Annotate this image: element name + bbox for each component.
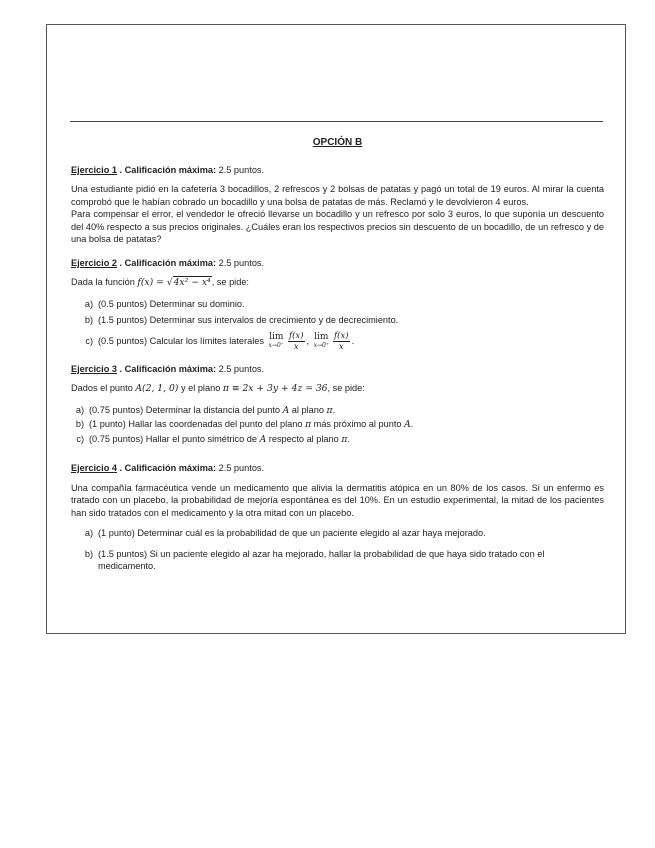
fraction: $\frac{f(x)}{x}$ — [288, 330, 304, 352]
max-score-label: Calificación máxima: — [124, 257, 217, 268]
max-score-label: Calificación máxima: — [124, 363, 217, 374]
max-score-value: 2.5 puntos. — [218, 463, 265, 473]
point-A: A(2, 1, 0) — [135, 383, 179, 394]
exercise-3-name: Ejercicio 3 — [71, 363, 117, 374]
max-score-value: 2.5 puntos. — [218, 363, 265, 374]
list-item: c) (0.75 puntos) Hallar el punto simétrico de A respecto al plano π. — [76, 433, 350, 445]
exercise-1 — [71, 164, 604, 246]
intro-suffix: , se pide: — [211, 277, 249, 287]
exercise-2-heading: Ejercicio 2 . Calificación máxima: 2.5 puntos. — [71, 257, 265, 268]
list-item: b) (1.5 puntos) Determinar sus intervalos de crecimiento y de decrecimiento. — [84, 315, 399, 325]
fraction: $\frac{f(x)}{x}$ — [334, 330, 349, 352]
plane-equation: π ≡ 2x + 3y + 4z = 36 — [222, 383, 328, 394]
exam-content — [71, 137, 604, 577]
exercise-2-items — [71, 298, 604, 352]
max-score-value: 2.5 puntos. — [218, 164, 265, 175]
exercise-4-paragraph: Una compañía farmacéutica vende un medicamento que alivia la dermatitis atópica en un 80% de los casos. Si un enfermo es tratado con un placebo, la probabilidad de mejoría espontánea es del 10%. En un estudio experimental, la mitad de los pacientes han sido tratados con el medicamento y la otra mitad con un placebo. — [71, 482, 604, 518]
list-item: b) (1.5 puntos) Si un paciente elegido al azar ha mejorado, hallar la probabilidad de que haya sido tratado con el medicamento. — [84, 548, 545, 571]
limit-right: lim x→0⁺ — [313, 332, 330, 349]
exercise-4-heading: Ejercicio 4 . Calificación máxima: 2.5 puntos. — [71, 463, 265, 473]
exercise-1-paragraph-2: Para compensar el error, el vendedor le ofreció llevarse un bocadillo y un refresco por solo 3 euros, lo que suponía un descuento del 40% respecto a sus precios originales. ¿Cuáles eran los respectivos precios sin descuento de un bocadillo, de un refresco y de una bolsa de patatas? — [71, 209, 604, 244]
max-score-label: Calificación máxima: — [124, 164, 217, 175]
function-lhs: f(x) = — [137, 277, 167, 288]
list-item: a) (0.5 puntos) Determinar su dominio. — [84, 298, 245, 309]
header-divider — [70, 121, 603, 122]
function-radicand: 4x² − x⁴ — [173, 277, 211, 288]
exercise-4-name: Ejercicio 4 — [71, 463, 117, 473]
exercise-4-items — [71, 527, 604, 573]
exercise-3-items — [71, 404, 604, 447]
exercise-3 — [71, 363, 604, 447]
max-score-label: Calificación máxima: — [124, 463, 217, 473]
list-item: b) (1 punto) Hallar las coordenadas del punto del plano π más próximo al punto A. — [75, 419, 414, 430]
exercise-3-intro: Dados el punto A(2, 1, 0) y el plano π ≡ 2x + 3y + 4z = 36, se pide: — [71, 383, 365, 394]
exercise-2-name: Ejercicio 2 — [71, 257, 117, 268]
exercise-4 — [71, 462, 604, 573]
limit-left: lim x→0⁻ — [268, 332, 284, 349]
exercise-3-heading: Ejercicio 3 . Calificación máxima: 2.5 puntos. — [71, 363, 265, 374]
intro-text: Dada la función — [71, 277, 135, 287]
option-title: OPCIÓN B — [312, 137, 363, 148]
exercise-2-intro: Dada la función f(x) = √4x² − x⁴, se pide: — [71, 277, 249, 288]
exam-page-frame — [46, 24, 626, 634]
list-item: a) (0.75 puntos) Determinar la distancia del punto A al plano π. — [75, 404, 336, 416]
exercise-1-paragraph-1: Una estudiante pidió en la cafetería 3 bocadillos, 2 refrescos y 2 bolsas de patatas y pagó un total de 19 euros. Al mirar la cuenta comprobó que le habían cobrado un bocadillo y una bolsa de patatas de más. Reclamó y le devolvieron 4 euros. — [71, 184, 604, 207]
exercise-2 — [71, 257, 604, 352]
exercise-1-heading: Ejercicio 1 . Calificación máxima: 2.5 puntos. — [71, 164, 265, 175]
exercise-1-name: Ejercicio 1 — [71, 164, 117, 175]
list-item: a) (1 punto) Determinar cuál es la probabilidad de que un paciente elegido al azar haya mejorado. — [84, 528, 486, 538]
max-score-value: 2.5 puntos. — [218, 257, 265, 268]
list-item: c) (0.5 puntos) Calcular los límites laterales lim x→0⁻ $\frac{f(x)}{x}$ , lim x→0⁺ $\frac{f(x)}{x}$ . — [85, 330, 355, 352]
